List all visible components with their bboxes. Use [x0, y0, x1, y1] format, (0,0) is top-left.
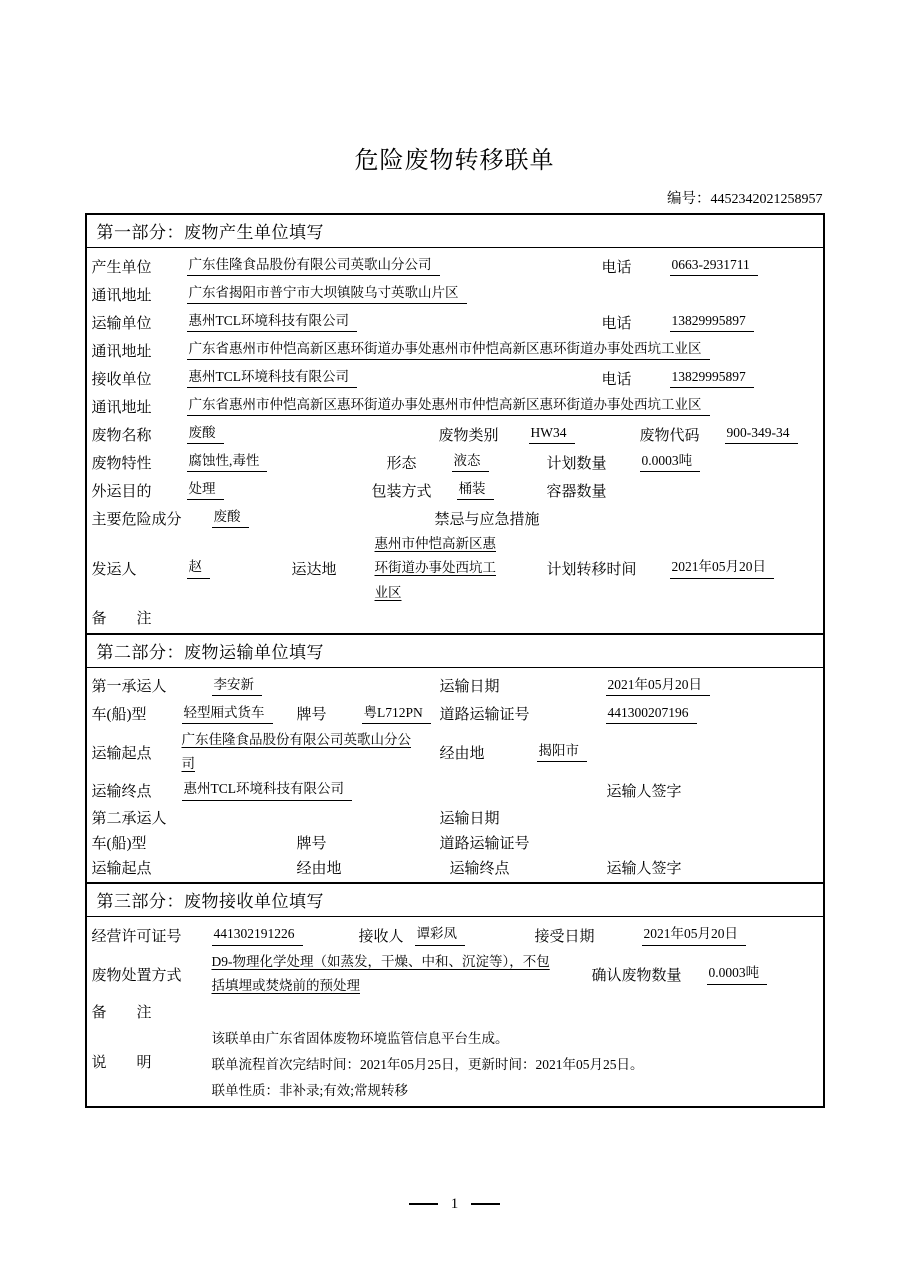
- purpose-label: 外运目的: [91, 483, 152, 500]
- packing-value: 桶装: [457, 480, 494, 500]
- origin1-cell: [182, 728, 440, 777]
- hazard-component-value: 废酸: [212, 508, 249, 528]
- plate2-label: 牌号: [296, 836, 327, 853]
- consignor-value: 赵: [187, 558, 211, 578]
- waste-property-row: [92, 448, 815, 476]
- license-cell: [212, 925, 359, 945]
- receiver-address-row: [92, 392, 815, 420]
- producer-address-label: 通讯地址: [91, 287, 152, 304]
- vehicle-type1-label: 车(船)型: [91, 707, 147, 724]
- recipient-cell: [415, 925, 535, 945]
- section3-remark-label: 备 注: [91, 1005, 152, 1022]
- purpose-value: 处理: [187, 480, 224, 500]
- note-label: 说 明: [91, 1055, 152, 1072]
- transport-date1-value: 2021年05月20日: [606, 676, 711, 696]
- transport-date1-label: 运输日期: [439, 679, 500, 696]
- via1-cell: [537, 742, 815, 762]
- waste-code-value: 900-349-34: [725, 424, 798, 444]
- license-value: 441302191226: [212, 925, 303, 945]
- route2-row: [92, 855, 815, 880]
- producer-address-row: [92, 280, 815, 308]
- packing-cell: [457, 480, 547, 500]
- producer-label: 产生单位: [91, 259, 152, 276]
- plate1-value: 粤L712PN: [362, 704, 431, 724]
- disposal-value: D9-物理化学处理（如蒸发，干燥、中和、沉淀等），不包括填埋或焚烧前的预处理: [211, 954, 550, 994]
- transporter-address-cell: [187, 340, 815, 360]
- producer-phone-value: 0663-2931711: [670, 256, 758, 276]
- vehicle-type2-label: 车(船)型: [91, 836, 147, 853]
- destination-label: 运达地: [291, 561, 337, 578]
- receiver-address-cell: [187, 396, 815, 416]
- vehicle-type1-cell: [182, 704, 297, 724]
- signature1-label: 运输人签字: [606, 783, 682, 800]
- waste-category-label: 废物类别: [438, 427, 499, 444]
- planned-date-label: 计划转移时间: [546, 561, 637, 578]
- section1-header: 第一部分：废物产生单位填写: [87, 215, 823, 248]
- section3-remark-row: [92, 999, 815, 1025]
- hazard-component-label: 主要危险成分: [91, 511, 182, 528]
- waste-category-cell: [529, 424, 640, 444]
- planned-date-cell: [670, 558, 815, 578]
- section3-header: 第三部分：废物接收单位填写: [87, 882, 823, 917]
- transporter-label: 运输单位: [91, 315, 152, 332]
- terminus1-value: 惠州TCL环境科技有限公司: [182, 780, 353, 800]
- destination-value: 惠州市仲恺高新区惠环街道办事处西坑工业区: [374, 536, 496, 600]
- origin1-row: [92, 728, 815, 777]
- planned-qty-label: 计划数量: [546, 455, 607, 472]
- waste-code-label: 废物代码: [639, 427, 700, 444]
- receiver-label: 接收单位: [91, 371, 152, 388]
- waste-property-cell: [187, 452, 387, 472]
- license-row: [92, 921, 815, 949]
- receiver-cell: [187, 368, 602, 388]
- via1-label: 经由地: [439, 745, 485, 762]
- transporter-address-label: 通讯地址: [91, 343, 152, 360]
- page-footer: [0, 1196, 909, 1213]
- carrier1-row: [92, 672, 815, 700]
- hazard-component-row: [92, 504, 815, 532]
- road-permit1-label: 道路运输证号: [439, 707, 530, 724]
- transporter-cell: [187, 312, 602, 332]
- confirmed-qty-cell: [707, 964, 815, 984]
- transporter-address-row: [92, 336, 815, 364]
- disposal-row: [92, 949, 815, 999]
- transporter-value: 惠州TCL环境科技有限公司: [187, 312, 358, 332]
- recipient-value: 谭彩凤: [415, 925, 466, 945]
- producer-cell: [187, 256, 602, 276]
- origin1-value: 广东佳隆食品股份有限公司英歌山分公司: [181, 731, 411, 772]
- transporter-row: [92, 308, 815, 336]
- via2-label: 经由地: [296, 861, 342, 878]
- waste-name-value: 废酸: [187, 424, 224, 444]
- terminus2-label: 运输终点: [449, 861, 510, 878]
- producer-address-value: 广东省揭阳市普宁市大坝镇陂乌寸英歌山片区: [187, 284, 467, 304]
- purpose-cell: [187, 480, 372, 500]
- page-title: 危险废物转移联单: [354, 148, 555, 174]
- planned-date-value: 2021年05月20日: [670, 558, 775, 578]
- footer-dash-right: [471, 1203, 500, 1205]
- consignor-row: [92, 532, 815, 605]
- waste-property-value: 腐蚀性,毒性: [187, 452, 268, 472]
- consignor-label: 发运人: [91, 561, 137, 578]
- vehicle1-row: [92, 700, 815, 728]
- road-permit1-value: 441300207196: [606, 704, 697, 724]
- carrier2-row: [92, 804, 815, 830]
- via1-value: 揭阳市: [537, 742, 588, 762]
- transporter-phone-value: 13829995897: [670, 312, 754, 332]
- receive-date-label: 接受日期: [534, 928, 595, 945]
- hazard-component-cell: [212, 508, 435, 528]
- receiver-address-label: 通讯地址: [91, 399, 152, 416]
- serial-number-value: 4452342021258957: [710, 192, 823, 207]
- receiver-phone-value: 13829995897: [670, 368, 754, 388]
- section1-remark-label: 备 注: [91, 610, 152, 627]
- plate1-cell: [362, 704, 440, 724]
- destination-cell: [375, 532, 547, 605]
- plate1-label: 牌号: [296, 707, 327, 724]
- carrier1-value: 李安新: [212, 676, 263, 696]
- footer-dash-left: [409, 1203, 438, 1205]
- waste-name-row: [92, 420, 815, 448]
- waste-property-label: 废物特性: [91, 455, 152, 472]
- carrier1-cell: [212, 676, 440, 696]
- road-permit2-label: 道路运输证号: [439, 836, 530, 853]
- producer-phone-label: 电话: [601, 259, 632, 276]
- planned-qty-cell: [640, 452, 815, 472]
- receiver-phone-cell: [670, 368, 815, 388]
- disposal-label: 废物处置方式: [91, 967, 182, 984]
- transport-date1-cell: [606, 676, 815, 696]
- carrier1-label: 第一承运人: [91, 679, 167, 696]
- section2-body: [87, 668, 823, 883]
- terminus1-label: 运输终点: [91, 783, 152, 800]
- receive-date-cell: [642, 925, 815, 945]
- confirmed-qty-value: 0.0003吨: [707, 964, 768, 984]
- road-permit1-cell: [606, 704, 815, 724]
- vehicle2-row: [92, 830, 815, 855]
- section3-body: [87, 917, 823, 1106]
- form-cell: [452, 452, 547, 472]
- receiver-value: 惠州TCL环境科技有限公司: [187, 368, 358, 388]
- serial-number-label: 编号：: [667, 191, 711, 207]
- transporter-address-value: 广东省惠州市仲恺高新区惠环街道办事处惠州市仲恺高新区惠环街道办事处西坑工业区: [187, 340, 710, 360]
- recipient-label: 接收人: [358, 928, 404, 945]
- signature2-label: 运输人签字: [606, 861, 682, 878]
- confirmed-qty-label: 确认废物数量: [591, 967, 682, 984]
- footer-page-number: 1: [450, 1196, 459, 1212]
- section1-remark-row: [92, 605, 815, 631]
- producer-address-cell: [187, 284, 815, 304]
- manifest-table: [85, 213, 825, 1108]
- receiver-phone-label: 电话: [601, 371, 632, 388]
- contraindication-label: 禁忌与应急措施: [434, 511, 540, 528]
- transport-date2-label: 运输日期: [439, 810, 500, 827]
- section2-header: 第二部分：废物运输单位填写: [87, 633, 823, 668]
- terminus1-cell: [182, 780, 607, 800]
- form-label: 形态: [386, 455, 417, 472]
- waste-code-cell: [725, 424, 815, 444]
- transporter-phone-label: 电话: [601, 315, 632, 332]
- origin1-label: 运输起点: [91, 745, 152, 762]
- receive-date-value: 2021年05月20日: [642, 925, 747, 945]
- note-line-3: 联单性质：非补录;有效;常规转移: [211, 1083, 409, 1099]
- license-label: 经营许可证号: [91, 928, 182, 945]
- producer-phone-cell: [670, 256, 815, 276]
- receiver-row: [92, 364, 815, 392]
- disposal-cell: [212, 950, 592, 999]
- note-line-2: 联单流程首次完结时间：2021年05月25日，更新时间：2021年05月25日。: [211, 1057, 644, 1073]
- container-qty-label: 容器数量: [546, 483, 607, 500]
- carrier2-label: 第二承运人: [91, 810, 167, 827]
- note-line-1: 该联单由广东省固体废物环境监管信息平台生成。: [211, 1031, 509, 1047]
- consignor-cell: [187, 558, 292, 578]
- producer-row: [92, 252, 815, 280]
- note-lines: [212, 1025, 815, 1104]
- purpose-row: [92, 476, 815, 504]
- producer-value: 广东佳隆食品股份有限公司英歌山分公司: [187, 256, 440, 276]
- section1-body: [87, 248, 823, 633]
- planned-qty-value: 0.0003吨: [640, 452, 701, 472]
- vehicle-type1-value: 轻型厢式货车: [182, 704, 273, 724]
- serial-number-line: [85, 187, 825, 208]
- waste-name-cell: [187, 424, 439, 444]
- packing-label: 包装方式: [371, 483, 432, 500]
- waste-name-label: 废物名称: [91, 427, 152, 444]
- form-value: 液态: [452, 452, 489, 472]
- waste-category-value: HW34: [529, 424, 575, 444]
- note-row: [92, 1025, 815, 1104]
- receiver-address-value: 广东省惠州市仲恺高新区惠环街道办事处惠州市仲恺高新区惠环街道办事处西坑工业区: [187, 396, 710, 416]
- terminus1-row: [92, 776, 815, 804]
- transporter-phone-cell: [670, 312, 815, 332]
- origin2-label: 运输起点: [91, 861, 152, 878]
